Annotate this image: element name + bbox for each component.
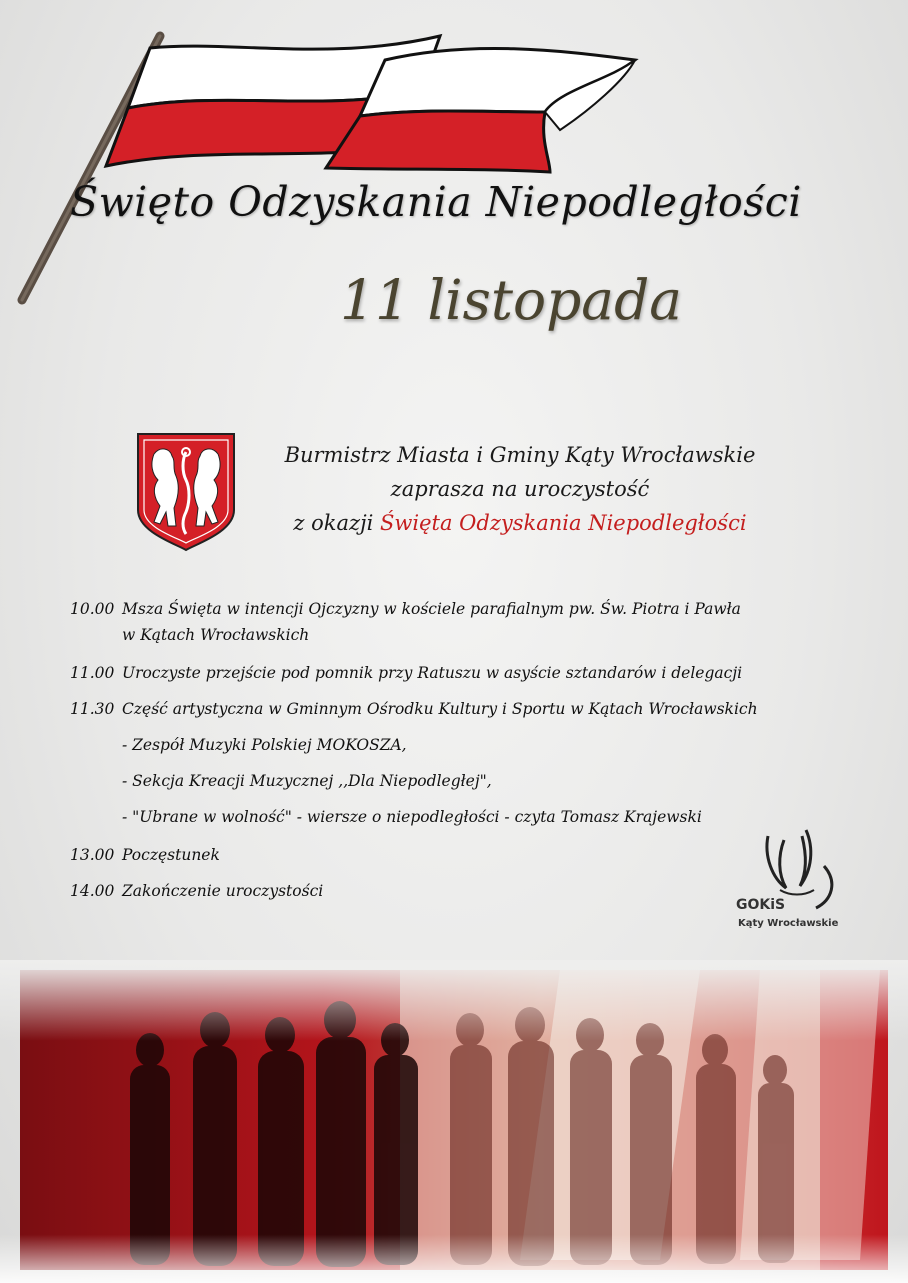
crowd-silhouette-illustration [0, 960, 908, 1283]
schedule-text: - "Ubrane w wolność" - wiersze o niepodległości - czyta Tomasz Krajewski [122, 808, 702, 826]
logo-name: GOKiS [736, 897, 786, 913]
schedule-text: Część artystyczna w Gminnym Ośrodku Kultury i Sportu w Kątach Wrocławskich [122, 700, 758, 718]
schedule-time: 10.00 [70, 600, 115, 618]
schedule-text: Msza Święta w intencji Ojczyzny w kościele parafialnym pw. Św. Piotra i Pawła [122, 600, 741, 618]
schedule-text: Zakończenie uroczystości [122, 882, 324, 900]
coat-of-arms-icon [136, 432, 236, 552]
invitation-line-1: Burmistrz Miasta i Gminy Kąty Wrocławskie [284, 443, 756, 467]
schedule-text: Poczęstunek [122, 846, 220, 864]
schedule-text: - Zespół Muzyki Polskiej MOKOSZA, [122, 736, 407, 754]
invitation-line-3 [250, 506, 790, 540]
event-title: Święto Odzyskania Niepodległości [70, 178, 802, 226]
logo-subtitle: Kąty Wrocławskie [738, 918, 839, 929]
invitation-text [250, 438, 790, 540]
gokis-logo [728, 826, 848, 941]
invitation-line-3-prefix: z okazji [293, 511, 381, 535]
schedule-time: 11.30 [70, 700, 115, 718]
schedule-time: 14.00 [70, 882, 115, 900]
schedule-time: 13.00 [70, 846, 115, 864]
event-date: 11 listopada [340, 268, 683, 332]
invitation-highlight: Święta Odzyskania Niepodległości [380, 511, 747, 535]
schedule-text: w Kątach Wrocławskich [122, 626, 310, 644]
schedule-text: - Sekcja Kreacji Muzycznej ,,Dla Niepodległej", [122, 772, 492, 790]
schedule-text: Uroczyste przejście pod pomnik przy Ratuszu w asyście sztandarów i delegacji [122, 664, 743, 682]
invitation-line-2: zaprasza na uroczystość [390, 477, 650, 501]
schedule-time: 11.00 [70, 664, 115, 682]
